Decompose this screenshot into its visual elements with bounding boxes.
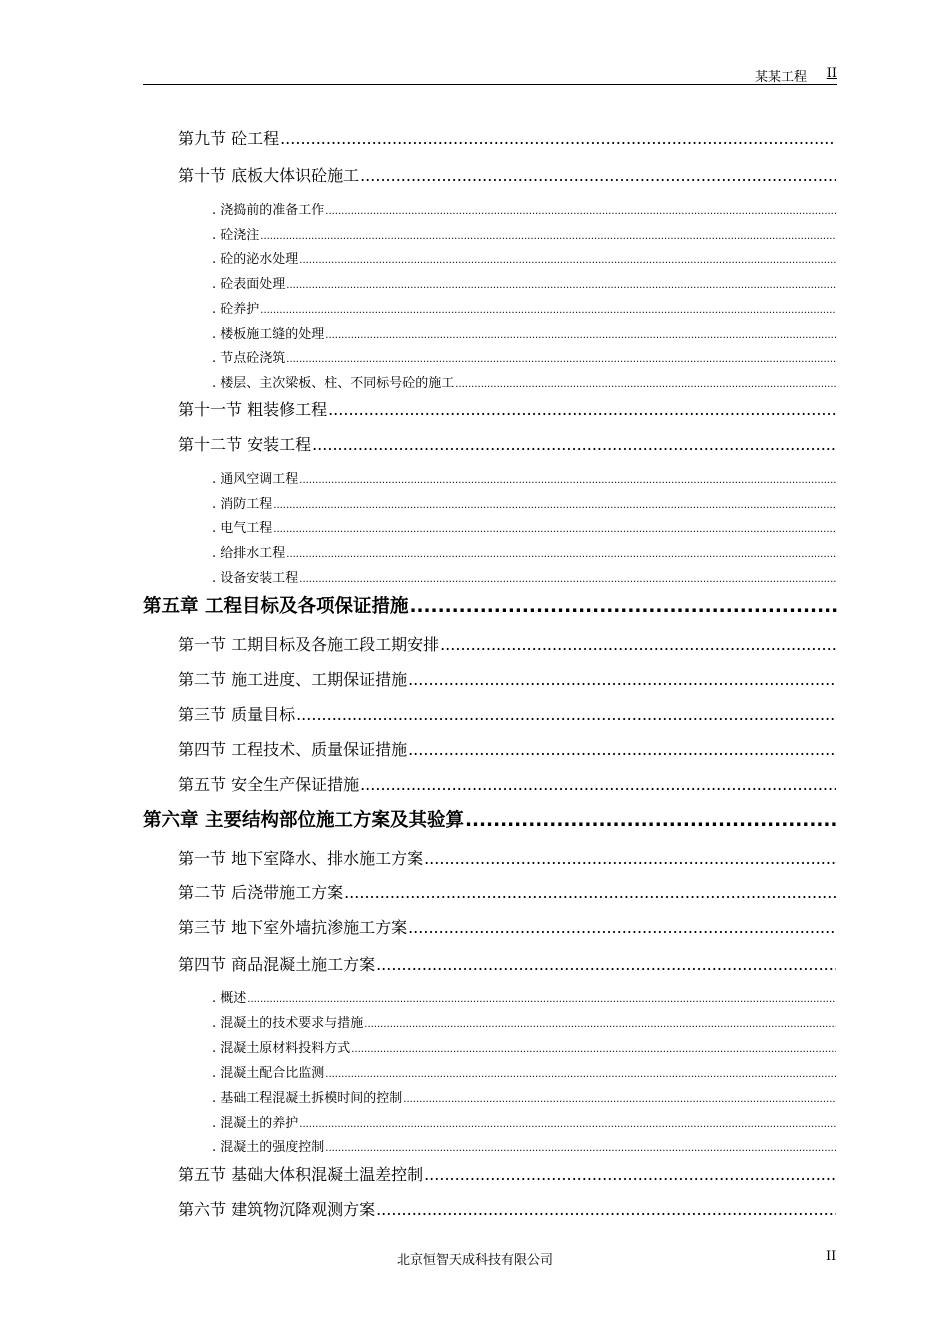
toc-subsection[interactable]	[212, 224, 836, 243]
toc-leader-dots	[408, 740, 836, 759]
toc-subsection[interactable]	[212, 1062, 836, 1081]
toc-entry-label: . 通风空调工程	[212, 472, 299, 487]
toc-subsection[interactable]	[212, 298, 836, 317]
toc-section[interactable]	[178, 702, 836, 725]
toc-leader-dots	[299, 1119, 836, 1130]
toc-entry-label: . 电气工程	[212, 521, 273, 536]
toc-subsection[interactable]	[212, 323, 836, 342]
toc-entry-label: . 基础工程混凝土拆模时间的控制	[212, 1091, 403, 1106]
toc-leader-dots	[273, 500, 836, 511]
toc-subsection[interactable]	[212, 273, 836, 292]
toc-subsection[interactable]	[212, 567, 836, 586]
toc-leader-dots	[312, 435, 836, 454]
toc-subsection[interactable]	[212, 493, 836, 512]
toc-leader-dots	[376, 955, 836, 974]
toc-section[interactable]	[178, 163, 836, 186]
toc-entry-label: 第一节 地下室降水、排水施工方案	[178, 849, 424, 868]
toc-entry-label: . 混凝土原材料投料方式	[212, 1041, 351, 1056]
toc-leader-dots	[403, 1094, 836, 1105]
toc-leader-dots	[299, 475, 836, 486]
toc-leader-dots	[260, 231, 836, 242]
toc-section[interactable]	[178, 397, 836, 420]
toc-subsection[interactable]	[212, 1136, 836, 1155]
toc-entry-label: . 节点砼浇筑	[212, 351, 286, 366]
toc-entry-label: . 混凝土的技术要求与措施	[212, 1016, 364, 1031]
toc-leader-dots	[286, 280, 836, 291]
toc-entry-label: . 混凝土配合比监测	[212, 1066, 325, 1081]
toc-section[interactable]	[178, 880, 836, 903]
toc-leader-dots	[260, 305, 836, 316]
toc-section[interactable]	[178, 772, 836, 795]
toc-section[interactable]	[178, 1197, 836, 1220]
toc-subsection[interactable]	[212, 1012, 836, 1031]
toc-subsection[interactable]	[212, 199, 836, 218]
toc-section[interactable]	[178, 432, 836, 455]
toc-entry-label: 第六节 建筑物沉降观测方案	[178, 1200, 376, 1219]
toc-leader-dots	[299, 255, 836, 266]
toc-leader-dots	[360, 775, 836, 794]
toc-leader-dots	[376, 1200, 836, 1219]
toc-subsection[interactable]	[212, 1112, 836, 1131]
toc-entry-label: . 消防工程	[212, 497, 273, 512]
toc-entry-label: 第四节 商品混凝土施工方案	[178, 955, 376, 974]
toc-entry-label: 第十节 底板大体识砼施工	[178, 166, 360, 185]
toc-leader-dots	[408, 918, 836, 937]
toc-entry-label: 第二节 后浇带施工方案	[178, 883, 344, 902]
toc-entry-label: . 砼浇注	[212, 228, 260, 243]
toc-leader-dots	[360, 166, 836, 185]
toc-entry-label: 第一节 工期目标及各施工段工期安排	[178, 635, 440, 654]
toc-entry-label: 第三节 质量目标	[178, 705, 296, 724]
toc-leader-dots	[328, 400, 836, 419]
toc-leader-dots	[296, 705, 836, 724]
toc-leader-dots	[424, 849, 836, 868]
toc-leader-dots	[280, 129, 836, 148]
toc-entry-label: 第六章 主要结构部位施工方案及其验算	[143, 810, 464, 831]
toc-entry-label: . 给排水工程	[212, 546, 286, 561]
toc-entry-label: 第三节 地下室外墙抗渗施工方案	[178, 918, 408, 937]
toc-leader-dots	[286, 354, 836, 365]
toc-section[interactable]	[178, 952, 836, 975]
toc-entry-label: 第四节 工程技术、质量保证措施	[178, 740, 408, 759]
toc-section[interactable]	[178, 667, 836, 690]
toc-entry-label: . 砼的泌水处理	[212, 252, 299, 267]
toc-section[interactable]	[178, 737, 836, 760]
toc-leader-dots	[247, 994, 836, 1005]
toc-subsection[interactable]	[212, 347, 836, 366]
toc-leader-dots	[325, 1143, 836, 1154]
toc-subsection[interactable]	[212, 987, 836, 1006]
toc-entry-label: . 楼板施工缝的处理	[212, 327, 325, 342]
toc-entry-label: . 浇捣前的准备工作	[212, 203, 325, 218]
toc-subsection[interactable]	[212, 517, 836, 536]
toc-section[interactable]	[178, 1162, 836, 1185]
toc-subsection[interactable]	[212, 248, 836, 267]
toc-entry-label: . 砼表面处理	[212, 277, 286, 292]
toc-entry-label: 第五章 工程目标及各项保证措施	[143, 596, 409, 617]
toc-leader-dots	[286, 549, 836, 560]
toc-subsection[interactable]	[212, 1037, 836, 1056]
toc-entry-label: 第五节 安全生产保证措施	[178, 775, 360, 794]
toc-leader-dots	[325, 330, 836, 341]
toc-entry-label: 第十一节 粗装修工程	[178, 400, 328, 419]
toc-leader-dots	[364, 1019, 836, 1030]
toc-leader-dots	[440, 635, 836, 654]
toc-leader-dots	[344, 883, 836, 902]
toc-entry-label: . 概述	[212, 991, 247, 1006]
toc-subsection[interactable]	[212, 468, 836, 487]
toc-leader-dots	[455, 379, 836, 390]
toc-section[interactable]	[178, 846, 836, 869]
toc-leader-dots	[424, 1165, 836, 1184]
toc-subsection[interactable]	[212, 542, 836, 561]
toc-entry-label: . 楼层、主次梁板、柱、不同标号砼的施工	[212, 376, 455, 391]
header-title: 某某工程	[754, 70, 807, 85]
toc-entry-label: . 混凝土的养护	[212, 1116, 299, 1131]
toc-entry-label: 第二节 施工进度、工期保证措施	[178, 670, 408, 689]
toc-entry-label: 第十二节 安装工程	[178, 435, 312, 454]
toc-leader-dots	[351, 1044, 836, 1055]
toc-leader-dots	[325, 206, 836, 217]
footer-page-number: II	[826, 1249, 837, 1264]
toc-entry-label: . 砼养护	[212, 302, 260, 317]
toc-leader-dots	[409, 596, 837, 617]
toc-leader-dots	[325, 1069, 836, 1080]
toc-leader-dots	[408, 670, 836, 689]
toc-section[interactable]	[178, 915, 836, 938]
toc-entry-label: . 混凝土的强度控制	[212, 1140, 325, 1155]
toc-chapter[interactable]	[143, 806, 837, 832]
footer-company: 北京恒智天成科技有限公司	[396, 1253, 553, 1268]
toc-chapter[interactable]	[143, 592, 837, 618]
toc-leader-dots	[273, 524, 836, 535]
toc-section[interactable]	[178, 126, 836, 149]
toc-section[interactable]	[178, 632, 836, 655]
toc-subsection[interactable]	[212, 372, 836, 391]
toc-leader-dots	[465, 810, 837, 831]
toc-entry-label: 第五节 基础大体积混凝土温差控制	[178, 1165, 424, 1184]
toc-entry-label: 第九节 砼工程	[178, 129, 280, 148]
toc-leader-dots	[299, 574, 836, 585]
toc-entry-label: . 设备安装工程	[212, 571, 299, 586]
toc-subsection[interactable]	[212, 1087, 836, 1106]
header-page-number: II	[826, 66, 837, 81]
